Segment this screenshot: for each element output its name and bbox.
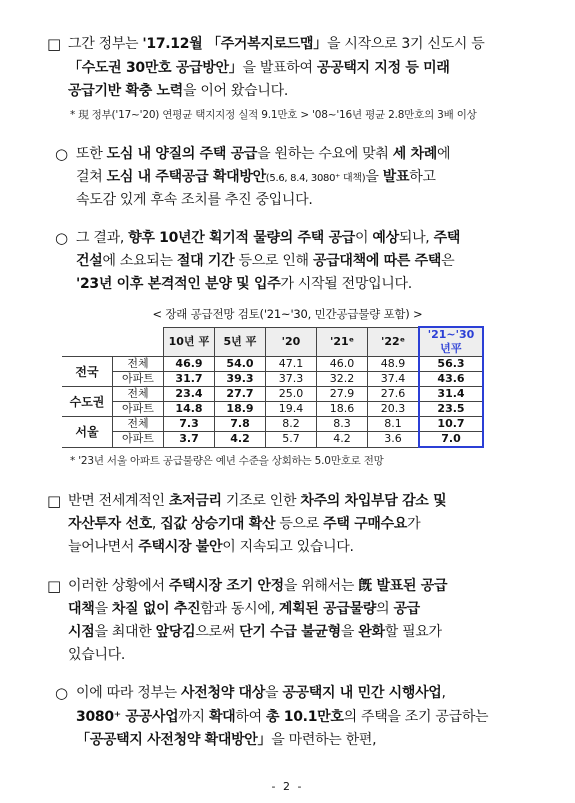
table-cell: 46.9: [164, 357, 215, 372]
table-row: [62, 357, 483, 372]
category-label: 전체: [113, 417, 164, 432]
col-header-highlight: '21~'30년平: [419, 327, 483, 357]
table-cell: 10.7: [419, 417, 483, 432]
p6-line1: 이에 따라 정부는 사전청약 대상을 공공택지 내 민간 시행사업,: [76, 685, 446, 701]
category-label: 아파트: [113, 432, 164, 448]
p5-line3: 시점을 최대한 앞당김으로써 단기 수급 불균형을 완화할 필요가: [68, 624, 442, 640]
category-label: 전체: [113, 387, 164, 402]
table-cell: 5.7: [266, 432, 317, 448]
table-cell: 54.0: [215, 357, 266, 372]
table-cell: 7.8: [215, 417, 266, 432]
table-header-row: [62, 327, 483, 357]
table-cell: 7.0: [419, 432, 483, 448]
p3-line1: 그 결과, 향후 10년간 획기적 물량의 주택 공급이 예상되나, 주택: [76, 230, 461, 246]
circle-bullet: ○: [55, 145, 69, 163]
region-label: 서울: [62, 417, 113, 448]
p6-line3: 「공공택지 사전청약 확대방안」을 마련하는 한편,: [76, 732, 377, 748]
box-bullet: □: [47, 577, 62, 595]
p3-line3: '23년 이후 본격적인 분양 및 입주가 시작될 전망입니다.: [76, 276, 412, 292]
p5-line2: 대책을 차질 없이 추진함과 동시에, 계획된 공급물량의 공급: [68, 601, 420, 617]
table-cell: 31.4: [419, 387, 483, 402]
p1-footnote: * 現 정부('17~'20) 연평균 택지지정 실적 9.1만호 > '08~'16년 평균 2.8만호의 3배 이상: [70, 109, 477, 121]
table-cell: 48.9: [368, 357, 420, 372]
table-cell: 19.4: [266, 402, 317, 417]
col-header: '20: [266, 327, 317, 357]
category-label: 전체: [113, 357, 164, 372]
table-cell: 31.7: [164, 372, 215, 387]
p1-line2: 「수도권 30만호 공급방안」을 발표하여 공공택지 지정 등 미래: [68, 60, 450, 76]
table-cell: 37.4: [368, 372, 420, 387]
p2-line2: 걸쳐 도심 내 주택공급 확대방안(5.6, 8.4, 3080⁺ 대책)을 발표하고: [76, 169, 436, 185]
category-label: 아파트: [113, 372, 164, 387]
circle-bullet: ○: [55, 229, 69, 247]
table-cell: 47.1: [266, 357, 317, 372]
table-caption: < 장래 공급전망 검토('21~'30, 민간공급물량 포함) >: [152, 307, 423, 321]
table-row: [62, 432, 483, 448]
table-cell: 4.2: [317, 432, 368, 448]
table-cell: 32.2: [317, 372, 368, 387]
table-corner: [62, 327, 164, 357]
table-cell: 23.4: [164, 387, 215, 402]
table-footnote: * '23년 서울 아파트 공급물량은 예년 수준을 상회하는 5.0만호로 전망: [70, 455, 384, 467]
col-header: '22ᵉ: [368, 327, 420, 357]
table-cell: 3.6: [368, 432, 420, 448]
col-header: '21ᵉ: [317, 327, 368, 357]
p1-line3: 공급기반 확충 노력을 이어 왔습니다.: [68, 83, 288, 99]
table-cell: 56.3: [419, 357, 483, 372]
box-bullet: □: [47, 492, 62, 510]
p3-line2: 건설에 소요되는 절대 기간 등으로 인해 공급대책에 따른 주택은: [76, 253, 455, 269]
p4-line1: 반면 전세계적인 초저금리 기조로 인한 차주의 차입부담 감소 및: [68, 493, 447, 509]
table-cell: 14.8: [164, 402, 215, 417]
table-row: [62, 372, 483, 387]
table-cell: 27.7: [215, 387, 266, 402]
table-cell: 8.3: [317, 417, 368, 432]
table-cell: 23.5: [419, 402, 483, 417]
p6-line2: 3080⁺ 공공사업까지 확대하여 총 10.1만호의 주택을 조기 공급하는: [76, 709, 489, 725]
p2-line1: 또한 도심 내 양질의 주택 공급을 원하는 수요에 맞춰 세 차례에: [76, 146, 451, 162]
supply-forecast-table: [62, 326, 484, 448]
col-header: 10년 平: [164, 327, 215, 357]
table-cell: 7.3: [164, 417, 215, 432]
table-cell: 27.6: [368, 387, 420, 402]
col-header: 5년 平: [215, 327, 266, 357]
region-label: 전국: [62, 357, 113, 387]
table-cell: 4.2: [215, 432, 266, 448]
p5-line1: 이러한 상황에서 주택시장 조기 안정을 위해서는 旣 발표된 공급: [68, 578, 448, 594]
table-cell: 27.9: [317, 387, 368, 402]
table-row: [62, 387, 483, 402]
table-row: [62, 417, 483, 432]
category-label: 아파트: [113, 402, 164, 417]
box-bullet: □: [47, 35, 62, 53]
table-cell: 25.0: [266, 387, 317, 402]
table-cell: 3.7: [164, 432, 215, 448]
table-cell: 8.1: [368, 417, 420, 432]
table-cell: 20.3: [368, 402, 420, 417]
table-cell: 8.2: [266, 417, 317, 432]
table-row: [62, 402, 483, 417]
circle-bullet: ○: [55, 684, 69, 702]
table-cell: 46.0: [317, 357, 368, 372]
p4-line3: 늘어나면서 주택시장 불안이 지속되고 있습니다.: [68, 539, 354, 555]
region-label: 수도권: [62, 387, 113, 417]
p1-line1: 그간 정부는 '17.12월 「주거복지로드맵」을 시작으로 3기 신도시 등: [68, 36, 485, 52]
page-number: - 2 -: [271, 780, 304, 793]
table-cell: 43.6: [419, 372, 483, 387]
table-cell: 18.9: [215, 402, 266, 417]
p4-line2: 자산투자 선호, 집값 상승기대 확산 등으로 주택 구매수요가: [68, 516, 421, 532]
table-cell: 39.3: [215, 372, 266, 387]
table-cell: 37.3: [266, 372, 317, 387]
p2-line3: 속도감 있게 후속 조치를 추진 중입니다.: [76, 192, 313, 208]
p5-line4: 있습니다.: [68, 647, 126, 663]
table-cell: 18.6: [317, 402, 368, 417]
